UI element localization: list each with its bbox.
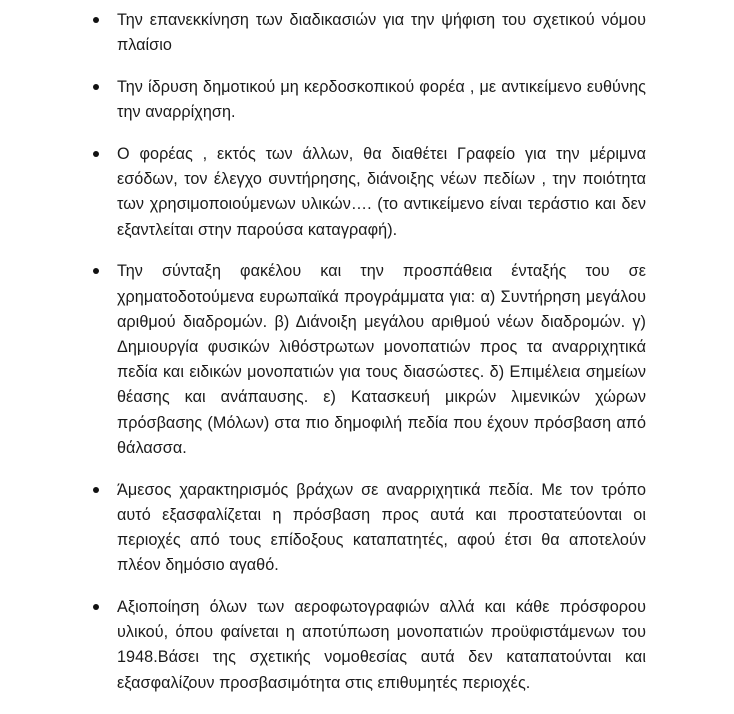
list-item-body-office bbox=[90, 142, 646, 243]
list-item-text: Την επανεκκίνηση των διαδικασιών για την ψήφιση του σχετικού νόμου πλαίσιο bbox=[117, 11, 646, 55]
list-item-rock-designation bbox=[90, 478, 646, 579]
bullet-icon bbox=[93, 268, 99, 274]
list-item-text: Αξιοποίηση όλων των αεροφωτογραφιών αλλά και κάθε πρόσφορου υλικού, όπου φαίνεται η αποτύπωση μονοπατιών προϋφιστάμενων του 1948.Βάσει της σχετικής νομοθεσίας αυτά δεν καταπατούνται και εξασφαλίζουν προσβασιμότητα στις επιθυμητές περιοχές. bbox=[117, 598, 646, 692]
list-item-text: Την σύνταξη φακέλου και την προσπάθεια ένταξής του σε χρηματοδοτούμενα ευρωπαϊκά προγράμματα για: α) Συντήρηση μεγάλου αριθμού διαδρομών. β) Διάνοιξη μεγάλου αριθμού νέων διαδρομών. γ) Δημιουργία φυσικών λιθόστρωτων μονοπατιών προς τα αναρριχητικά πεδία και ειδικών μονοπατιών για τους διασώστες. δ) Επιμέλεια σημείων θέασης και ανάπαυσης. ε) Κατασκευή μικρών λιμενικών χώρων πρόσβασης (Μόλων) στα πιο δημοφιλή πεδία που έχουν πρόσβαση από θάλασσα. bbox=[117, 262, 646, 457]
list-item-text: Την ίδρυση δημοτικού μη κερδοσκοπικού φορέα , με αντικείμενο ευθύνης την αναρρίχηση. bbox=[117, 78, 646, 122]
bullet-icon bbox=[93, 84, 99, 90]
list-item-municipal-body bbox=[90, 75, 646, 125]
list-item-text: Ο φορέας , εκτός των άλλων, θα διαθέτει Γραφείο για την μέριμνα εσόδων, τον έλεγχο συντήρησης, διάνοιξης νέων πεδίων , την ποιότητα των χρησιμοποιούμενων υλικών…. (το αντικείμενο είναι τεράστιο και δεν εξαντλείται στην παρούσα καταγραφή). bbox=[117, 145, 646, 239]
bullet-list bbox=[90, 8, 646, 712]
bullet-icon bbox=[93, 17, 99, 23]
list-item-eu-funding bbox=[90, 259, 646, 461]
list-item-text: Άμεσος χαρακτηρισμός βράχων σε αναρριχητικά πεδία. Με τον τρόπο αυτό εξασφαλίζεται η πρόσβαση προς αυτά και προστατεύονται οι περιοχές από τους επίδοξους καταπατητές, αφού έτσι θα αποτελούν πλέον δημόσιο αγαθό. bbox=[117, 480, 646, 575]
list-item-aerial-photos bbox=[90, 595, 646, 696]
bullet-icon bbox=[93, 487, 99, 493]
list-item-restart-framework-law bbox=[90, 8, 646, 58]
bullet-icon bbox=[93, 151, 99, 157]
bullet-icon bbox=[93, 604, 99, 610]
